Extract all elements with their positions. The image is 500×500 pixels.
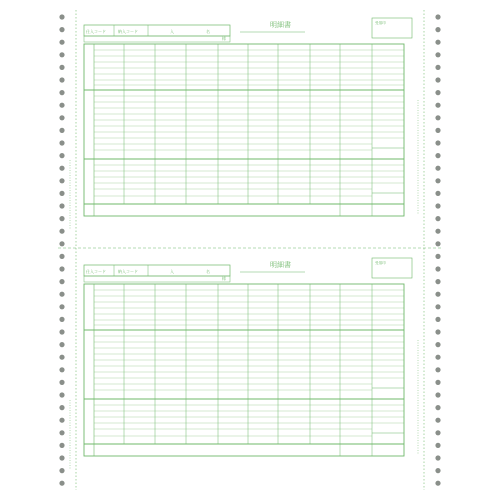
feed-hole	[435, 140, 440, 145]
feed-hole	[59, 342, 64, 347]
feed-hole	[59, 405, 64, 410]
form-title: 明細書	[270, 21, 291, 29]
feed-hole	[59, 380, 64, 385]
table-row-lines-2	[94, 290, 404, 436]
feed-hole	[435, 468, 440, 473]
feed-hole	[59, 203, 64, 208]
feed-hole	[59, 77, 64, 82]
table-columns	[124, 44, 372, 216]
feed-hole	[59, 241, 64, 246]
feed-hole	[435, 216, 440, 221]
feed-hole	[435, 40, 440, 45]
margin-print-marks	[70, 100, 418, 470]
feed-hole	[59, 254, 64, 259]
feed-hole	[59, 455, 64, 460]
feed-hole	[435, 342, 440, 347]
feed-hole	[435, 203, 440, 208]
feed-hole	[59, 153, 64, 158]
header-label-supplier-code: 仕入コード	[86, 29, 106, 34]
feed-hole	[59, 367, 64, 372]
feed-hole	[435, 279, 440, 284]
feed-hole	[435, 317, 440, 322]
feed-hole	[59, 304, 64, 309]
header-label-sama-2: 様	[222, 276, 226, 281]
feed-hole	[59, 468, 64, 473]
form-top	[84, 18, 412, 216]
feed-hole	[435, 52, 440, 57]
header-sub-box-2	[84, 276, 230, 282]
feed-hole	[59, 443, 64, 448]
header-label-sama: 様	[222, 36, 226, 41]
form-bottom	[84, 258, 412, 456]
feed-hole	[59, 418, 64, 423]
feed-hole	[435, 418, 440, 423]
feed-hole	[59, 27, 64, 32]
feed-hole	[435, 355, 440, 360]
feed-hole	[59, 103, 64, 108]
feed-hole	[435, 392, 440, 397]
feed-hole	[435, 178, 440, 183]
left-feed-holes	[59, 14, 64, 485]
feed-hole	[435, 481, 440, 486]
feed-hole	[59, 115, 64, 120]
stamp-box-label-2: 受領印	[375, 261, 386, 265]
feed-hole	[59, 317, 64, 322]
table-row-lines	[94, 50, 404, 196]
feed-hole	[435, 304, 440, 309]
feed-hole	[59, 65, 64, 70]
feed-hole	[435, 128, 440, 133]
feed-hole	[435, 254, 440, 259]
feed-hole	[59, 216, 64, 221]
feed-hole	[59, 90, 64, 95]
feed-hole	[59, 178, 64, 183]
header-label-name: 名	[206, 29, 210, 34]
feed-hole	[435, 14, 440, 19]
stamp-box-label: 受領印	[375, 21, 386, 25]
feed-hole	[59, 292, 64, 297]
feed-hole	[59, 166, 64, 171]
feed-hole	[59, 128, 64, 133]
header-sub-box	[84, 36, 230, 42]
feed-hole	[435, 380, 440, 385]
feed-hole	[435, 241, 440, 246]
feed-hole	[59, 52, 64, 57]
feed-hole	[435, 27, 440, 32]
feed-hole	[435, 115, 440, 120]
feed-hole	[435, 229, 440, 234]
feed-hole	[435, 292, 440, 297]
feed-hole	[435, 90, 440, 95]
feed-hole	[435, 405, 440, 410]
feed-hole	[435, 65, 440, 70]
header-label-delivery-code: 納入コード	[118, 29, 138, 34]
header-label-in: 入	[170, 29, 174, 34]
feed-hole	[435, 430, 440, 435]
right-feed-holes	[435, 14, 440, 485]
feed-hole	[435, 443, 440, 448]
feed-hole	[59, 191, 64, 196]
feed-hole	[435, 455, 440, 460]
feed-hole	[59, 229, 64, 234]
feed-hole	[435, 77, 440, 82]
feed-hole	[59, 329, 64, 334]
feed-hole	[59, 481, 64, 486]
feed-hole	[59, 279, 64, 284]
feed-hole	[59, 430, 64, 435]
feed-hole	[59, 14, 64, 19]
form-title-2: 明細書	[270, 261, 291, 269]
header-label-name-2: 名	[206, 269, 210, 274]
feed-hole	[435, 191, 440, 196]
detail-table	[84, 44, 404, 216]
table-columns-2	[124, 284, 372, 456]
feed-hole	[435, 166, 440, 171]
feed-hole	[435, 329, 440, 334]
feed-hole	[59, 355, 64, 360]
feed-hole	[59, 140, 64, 145]
header-label-in-2: 入	[170, 269, 174, 274]
feed-hole	[59, 40, 64, 45]
detail-table-2	[84, 284, 404, 456]
feed-hole	[435, 153, 440, 158]
feed-hole	[435, 103, 440, 108]
feed-hole	[59, 266, 64, 271]
feed-hole	[435, 266, 440, 271]
feed-hole	[435, 367, 440, 372]
feed-hole	[59, 392, 64, 397]
header-label-supplier-code-2: 仕入コード	[86, 269, 106, 274]
header-label-delivery-code-2: 納入コード	[118, 269, 138, 274]
